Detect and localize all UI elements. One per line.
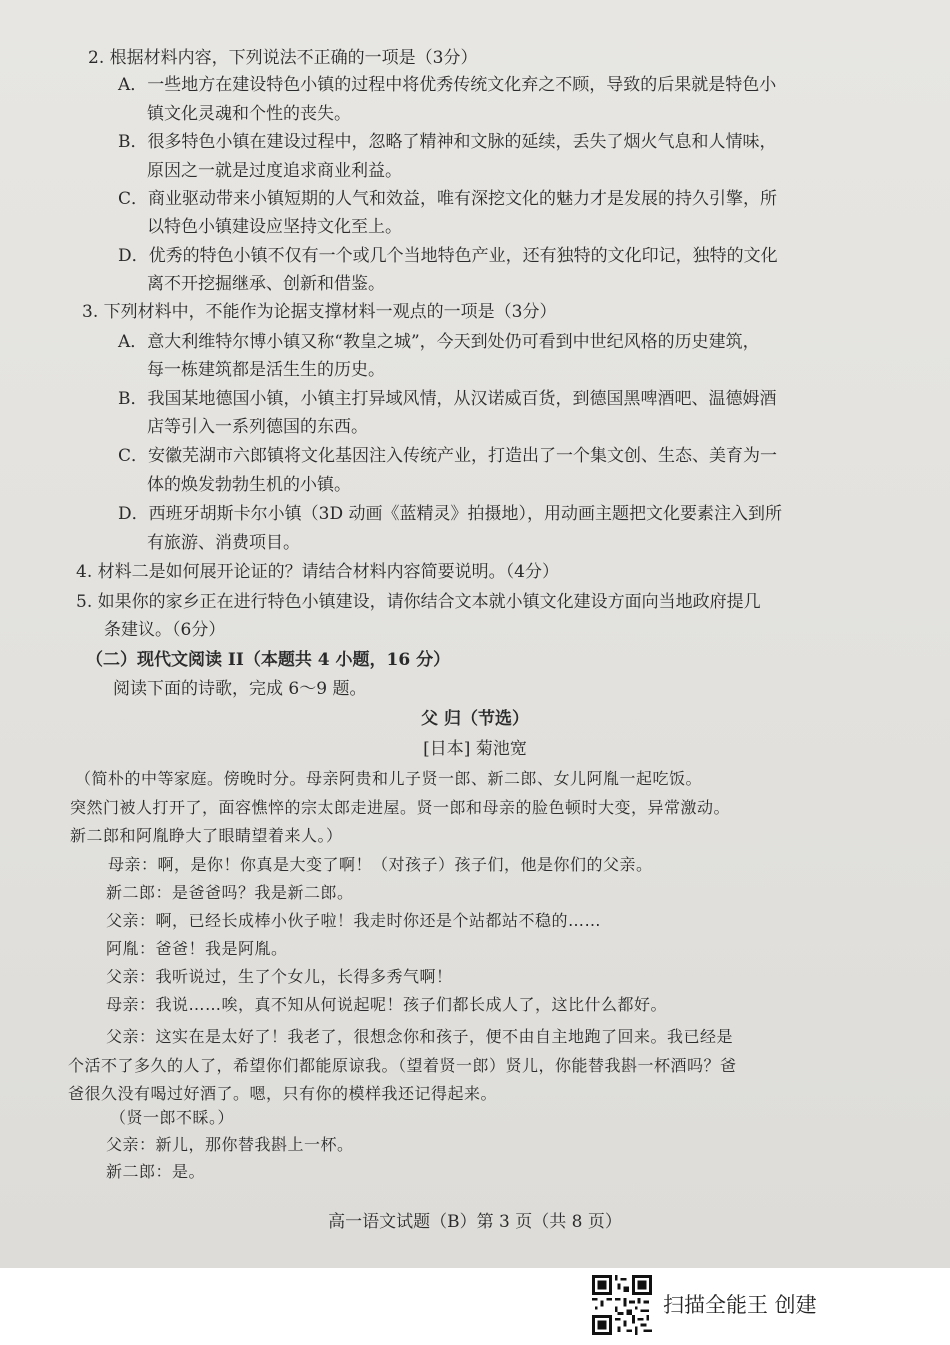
page-footer: 高一语文试题（B）第 3 页（共 8 页） xyxy=(328,1212,622,1232)
dialogue-line: 父亲：啊，已经长成棒小伙子啦！我走时你还是个站都站不稳的…… xyxy=(106,911,602,930)
dialogue-line: 父亲：新儿，那你替我斟上一杯。 xyxy=(106,1135,354,1154)
q3-option-b-cont: 店等引入一系列德国的东西。 xyxy=(147,417,368,437)
dialogue-line: 母亲：我说……唉，真不知从何说起呢！孩子们都长成人了，这比什么都好。 xyxy=(106,995,668,1014)
dialogue-line: 新二郎：是。 xyxy=(106,1162,206,1181)
q5-stem-cont: 条建议。（6分） xyxy=(104,620,226,640)
dialogue-line: 父亲：我听说过，生了个女儿，长得多秀气啊！ xyxy=(106,967,453,986)
q3-option-a: A．意大利维特尔博小镇又称“教皇之城”，今天到处仍可看到中世纪风格的历史建筑， xyxy=(118,332,760,352)
stage-direction-3: 新二郎和阿胤睁大了眼睛望着来人。） xyxy=(70,826,343,845)
dialogue-line: 母亲：啊，是你！你真是大变了啊！（对孩子）孩子们，他是你们的父亲。 xyxy=(108,855,653,874)
q2-option-c: C．商业驱动带来小镇短期的人气和效益，唯有深挖文化的魅力才是发展的持久引擎，所 xyxy=(118,189,778,209)
section-intro: 阅读下面的诗歌，完成 6～9 题。 xyxy=(113,679,367,699)
q3-stem: 3. 下列材料中，不能作为论据支撑材料一观点的一项是（3分） xyxy=(82,302,557,322)
dialogue-line: 父亲：这实在是太好了！我老了，很想念你和孩子，便不由自主地跑了回来。我已经是 xyxy=(106,1027,734,1046)
dialogue-line: 阿胤：爸爸！我是阿胤。 xyxy=(106,939,288,958)
play-title: 父 归（节选） xyxy=(421,709,529,729)
q3-option-d: D．西班牙胡斯卡尔小镇（3D 动画《蓝精灵》拍摄地），用动画主题把文化要素注入到所 xyxy=(118,504,782,524)
q2-option-b-cont: 原因之一就是过度追求商业利益。 xyxy=(147,161,402,181)
q4-stem: 4. 材料二是如何展开论证的？请结合材料内容简要说明。（4分） xyxy=(76,562,559,582)
q5-stem: 5. 如果你的家乡正在进行特色小镇建设，请你结合文本就小镇文化建设方面向当地政府提几 xyxy=(76,592,761,612)
q2-stem: 2. 根据材料内容，下列说法不正确的一项是（3分） xyxy=(88,48,478,68)
stage-direction-4: （贤一郎不睬。） xyxy=(110,1108,235,1127)
q3-option-a-cont: 每一栋建筑都是活生生的历史。 xyxy=(147,360,385,380)
scanner-watermark: 扫描全能王 创建 xyxy=(663,1293,817,1317)
q2-option-a: A．一些地方在建设特色小镇的过程中将优秀传统文化弃之不顾，导致的后果就是特色小 xyxy=(118,75,777,95)
q2-option-a-cont: 镇文化灵魂和个性的丧失。 xyxy=(147,104,351,124)
q3-option-c-cont: 体的焕发勃勃生机的小镇。 xyxy=(147,475,351,495)
dialogue-line: 新二郎：是爸爸吗？我是新二郎。 xyxy=(106,883,354,902)
play-author: [日本] 菊池宽 xyxy=(423,739,527,759)
section-heading: （二）现代文阅读 II（本题共 4 小题，16 分） xyxy=(86,650,451,670)
q2-option-b: B．很多特色小镇在建设过程中，忽略了精神和文脉的延续，丢失了烟火气息和人情味， xyxy=(118,132,777,152)
q3-option-b: B．我国某地德国小镇，小镇主打异域风情，从汉诺威百货，到德国黑啤酒吧、温德姆酒 xyxy=(118,389,777,409)
q2-option-c-cont: 以特色小镇建设应坚持文化至上。 xyxy=(147,217,402,237)
q3-option-c: C．安徽芜湖市六郎镇将文化基因注入传统产业，打造出了一个集文创、生态、美育为一 xyxy=(118,446,778,466)
stage-direction-2: 突然门被人打开了，面容憔悴的宗太郎走进屋。贤一郎和母亲的脸色顿时大变，异常激动。 xyxy=(70,798,731,817)
q3-option-d-cont: 有旅游、消费项目。 xyxy=(147,533,300,553)
dialogue-line-cont: 个活不了多久的人了，希望你们都能原谅我。（望着贤一郎）贤儿，你能替我斟一杯酒吗？爸 xyxy=(68,1056,737,1075)
stage-direction-1: （简朴的中等家庭。傍晚时分。母亲阿贵和儿子贤一郎、新二郎、女儿阿胤一起吃饭。 xyxy=(75,769,703,788)
q2-option-d-cont: 离不开挖掘继承、创新和借鉴。 xyxy=(147,274,385,294)
dialogue-line-cont: 爸很久没有喝过好酒了。嗯，只有你的模样我还记得起来。 xyxy=(68,1084,498,1103)
qr-code-icon xyxy=(592,1275,652,1335)
q2-option-d: D．优秀的特色小镇不仅有一个或几个当地特色产业，还有独特的文化印记，独特的文化 xyxy=(118,246,778,266)
